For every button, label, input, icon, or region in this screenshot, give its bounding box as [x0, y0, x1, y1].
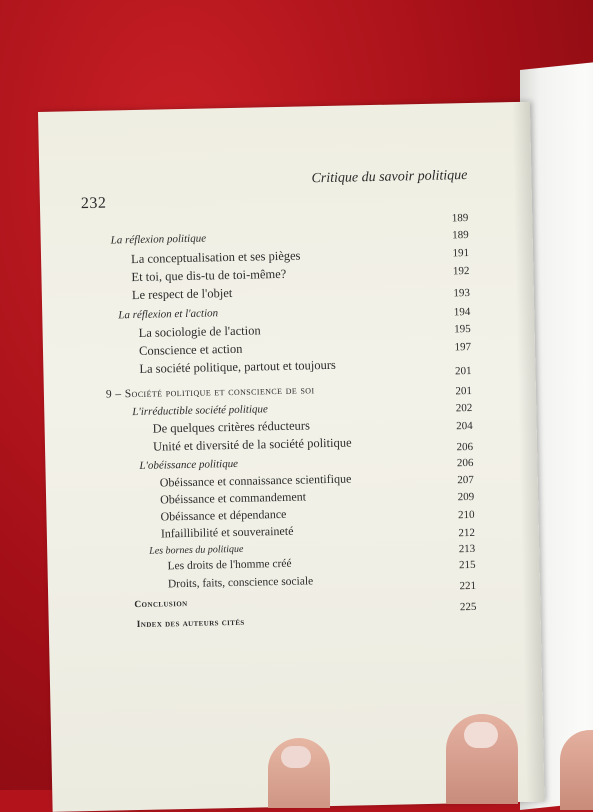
toc-entry: Obéissance et dépendance	[160, 506, 287, 524]
toc-page-number: 202	[455, 401, 473, 415]
toc-page-number: 209	[457, 490, 475, 504]
toc-page-number: 206	[456, 456, 474, 470]
toc-page-number: 221	[459, 579, 477, 593]
toc-page-number: 201	[454, 364, 472, 378]
toc-page-number: 212	[458, 526, 476, 540]
toc-chapter-title: 9 – Société politique et conscience de soi	[105, 384, 315, 401]
toc-page-number: 215	[458, 558, 476, 572]
toc-entry: La société politique, partout et toujours	[139, 357, 336, 376]
running-head: Critique du savoir politique	[311, 168, 468, 187]
toc-section-title: L'obéissance politique	[139, 457, 239, 472]
toc-section-title: L'irréductible société politique	[132, 403, 268, 419]
toc-entry: Le respect de l'objet	[131, 285, 233, 303]
toc-index: Index des auteurs cités	[136, 617, 245, 631]
toc-page-number: 191	[452, 247, 470, 260]
thumbnail	[464, 722, 498, 748]
toc-section-title: La réflexion et l'action	[118, 307, 219, 322]
toc-page-number: 195	[454, 322, 471, 336]
toc-page-number: 189	[452, 229, 469, 242]
toc-page-number: 213	[458, 542, 476, 556]
toc-entry: Les droits de l'homme créé	[167, 557, 292, 573]
toc-entry: Unité et diversité de la société politique	[152, 435, 352, 454]
thumbnail	[281, 746, 311, 768]
toc-page-number: 207	[457, 473, 474, 487]
toc-section-title: La réflexion politique	[110, 232, 207, 247]
toc-page-number: 225	[459, 600, 477, 614]
toc-page-number: 201	[455, 384, 473, 398]
toc-page-number: 197	[454, 340, 472, 354]
toc-page-number: 194	[453, 305, 471, 319]
toc-entry: Obéissance et connaissance scientifique	[159, 471, 352, 490]
toc-conclusion: Conclusion	[134, 598, 188, 611]
page-number: 232	[80, 194, 107, 213]
toc-entry: De quelques critères réducteurs	[152, 418, 311, 436]
toc-page-number: 204	[456, 419, 473, 433]
toc-entry: Et toi, que dis-tu de toi-même?	[131, 266, 287, 285]
toc-page-number: 206	[456, 440, 474, 454]
toc-entry: Obéissance et commandement	[159, 489, 307, 507]
toc-page-number: 192	[452, 265, 470, 278]
book-page	[38, 102, 545, 812]
toc-entry: Conscience et action	[138, 341, 243, 358]
toc-entry: Infaillibilité et souveraineté	[160, 523, 294, 541]
finger	[560, 730, 593, 810]
toc-entry: La sociologie de l'action	[138, 323, 261, 340]
left-thumb	[268, 738, 330, 808]
toc-entry: Droits, faits, conscience sociale	[167, 575, 314, 591]
toc-page-number: 193	[453, 286, 471, 300]
toc-page-number: 210	[457, 508, 475, 522]
toc-page-number: 189	[451, 212, 469, 225]
toc-entry: La conceptualisation et ses pièges	[130, 248, 301, 267]
toc-section-title: Les bornes du politique	[149, 543, 244, 557]
right-thumb	[446, 714, 518, 804]
